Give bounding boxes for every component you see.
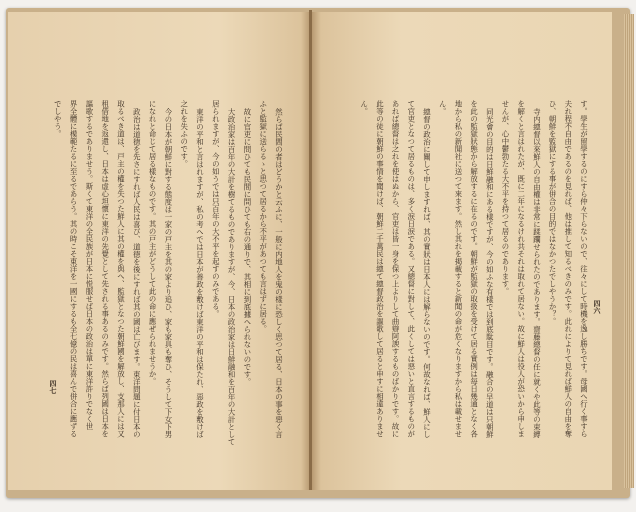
text-column: 界全體に模範たるに至るであらう。其の時こそ東洋を一國にするも全七億の民は喜んで併合に應ずる [69, 100, 79, 438]
text-column: 故に官吏に問ひても民間に問ひても右の通りで、其相に到底據へられないのです。 [242, 108, 252, 386]
text-column: を此の監獄狀態から解放するに在るのです。朝鮮が監獄の取扱を受けて居る實例は毎日幾通となく各 [469, 100, 479, 438]
text-column: て官吏となつて居るものは、多く涙日涙である。又總督に對して、此くしては惡いと直言するものが [406, 100, 416, 438]
text-column: 地から私の新聞社に送つて來ます。然し其れを掲載すると新聞の命が危くなりますから私は載せませ [453, 100, 463, 438]
text-column: 此等の徒に朝鮮の事情を聞けば、朝鮮二千萬民は總て總督政治を謳歌して居ると申すに相違ありませ [375, 100, 385, 438]
right-page [312, 12, 612, 490]
text-column: ふと監獄に送らるゝと思つて居るから不平があつても言はずに居る。 [258, 100, 268, 333]
text-column: 之れを失ふのです。 [179, 100, 189, 168]
text-column: ん。 [438, 100, 448, 115]
text-column: を解くと言はれたが、既に二年になるけれ共それは取れて居ない。故に鮮人は役人が恐いから申しま [516, 100, 526, 438]
text-column: 同光會の目的は日鮮融和にある樣ですが、今の如ふな有樣では到底駄目です。融合の早道は只朝鮮 [485, 108, 495, 438]
text-column: 東洋の平和と言はれますが、私の考へでは日本が善政を敷けば東洋の平和は保たれ、惡政を敷けば [195, 108, 205, 438]
text-column: ひ、朝鮮を監獄にする事が併合の目的ではなかつたでしやうか？。 [548, 100, 558, 325]
text-column: 寺内總督以來鮮人の自由權は非常に蹂躙せられたのであります。齋藤總督の任に就くや此等の束縛 [532, 108, 542, 438]
text-column: あれば總督は之れを使はぬから、官吏は皆一身を保つ上よりして曲辯阿諛するものばかりです。故に [391, 100, 401, 438]
text-column: す。學生が留學するのにすら仲々下らないので、往々にして時機を逸し勝ちです。母國へ行く事すら [579, 100, 589, 438]
text-column: 夫れ程不自由であるのを見れば、他は推して知るべきのみです。此れによりて見れば鮮人の自由を奪 [563, 100, 573, 438]
text-column: 總督の政治に關して申しますれば、其の實狀は日本人には解らないのです。何故なれば、鮮人にし [422, 108, 432, 438]
text-column: 然らば民間の者はどうかと云ふに、一般に内地人を鬼の樣に恐しく思つて居る、日本の事を惡く言 [274, 108, 284, 438]
text-column: 謳歌するでありませう。斯くて東洋の全民族が日本に悦服せば日本の政治は單に東洋許りでなく世 [84, 100, 94, 430]
text-column: せんが、心中鬱勃たる大不平を持つて居るのであります。 [501, 100, 510, 295]
text-column: 今の日本が朝鮮に對する態度は一家の戸主を其の家より追ひ、家も家具も奪ひ、そうして下女下男 [163, 108, 173, 438]
text-column: 居られますが、今の如うでは只百年の大不平を起すのみである。 [211, 100, 221, 318]
left-page [8, 12, 310, 490]
text-column: ん。 [359, 100, 369, 115]
page-edges [624, 14, 634, 488]
text-column: でしやう。 [53, 100, 63, 138]
text-column: 政治は道徳を先さにすれば人民は喜び、道徳を後にすれば其の國は亡びます。東洋問題に付日本の [132, 108, 142, 438]
text-column: 取るべき道は、戸主の權を失つた鮮人に其の權を與へ、監獄となつた朝鮮國を解放し、支那人には又 [116, 100, 126, 438]
text-column: になれと命じて居る樣なものです。其の戸主がどうして此の命に應ぜられませうか。 [148, 100, 158, 385]
page-number: 四七 [49, 380, 58, 394]
page-number: 四六 [593, 300, 602, 314]
text-column: 大政治家は百年の大計を樹てるものでありますが、今、日本の政治家は日鮮融和を百年の大計として [227, 108, 237, 446]
text-column: 租借地を返還し、日本は虚心坦懷に東洋の先覺として先される事あるのみです。然らば列國は日本を [100, 100, 110, 438]
